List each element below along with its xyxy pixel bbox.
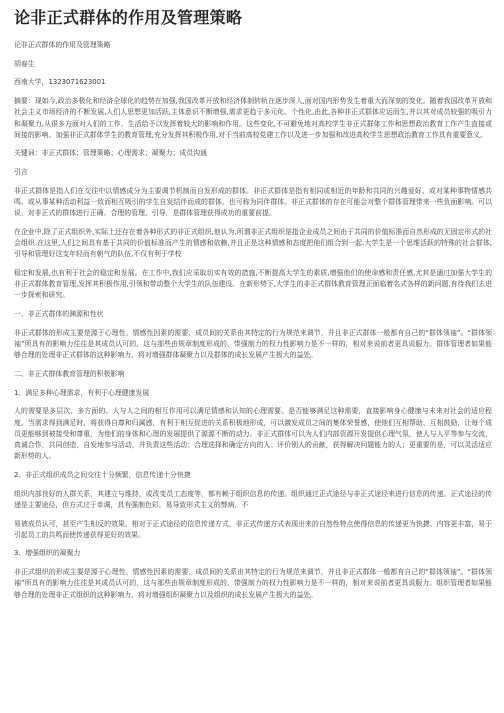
intro-paragraph-1: 非正式群体是指人们在交往中以情感成分为主要调节机制而自发形成的群体。非正式群体是指有相同或相近的年龄和共同的兴趣爱好、或对某种事物情感共鸣、或从事某种活动利益一致而相互吸引的学生自发结伴而成的群体，也可称为同伴群体。非正式群体的存在可能会对整个群体管理带来一些负面影响。可以说，对非正式的群体进行正确、合理的管理、引导，是群体管理获得成功的重要前提。	[14, 186, 492, 218]
section-1-paragraph: 非正式群体的形成主要是源于心理性、情感性因素的需要、成员间的关系由其特定的行为规范来调节，并且非正式群体一般都有自己的“群体领袖”。“群体领袖”所具有的影响力往往是其成员认可的，这与那些由规章制度形成的、带强制力的权力性影响力是不一样的，相对来说前者更具说服力。群体管理者如果能够合理的处理非正式群体的这种影响力，将对增强群体凝聚力以及群体的成长发展产生极大的益处。	[14, 328, 492, 360]
section-2-3-heading: 3、增强组织的凝聚力	[14, 549, 81, 558]
section-2-1-paragraph: 人的需要是多层次、多方面的。人与人之间的相互作用可以满足情感和认知的心理需要。是否能够满足这种需要，直接影响身心健康与未来对社会的适应程度。当需求得到满足时，将获得自尊和归属感，有利于相互促进的关系积极地形成，可以激发成员之间的集体荣誉感，使他们互相帮助、互相鼓励，让每个成员更能够到被接受和尊重，为他们的身体和心理的发展提供了源源不断的动力。非正式群体可以为人们内部资源开发提供心理气氛，使人与人平等参与交流，真诚合作，共同创造，自发地参与活动，并负责这些活动；合理选择和确定方向的人；评价别人的贡献，获得解决问题能力的人；更重要的是，可以灵活适应新形势的人。	[14, 407, 492, 461]
intro-heading: 引言	[14, 168, 28, 177]
section-2-1-heading: 1、满足多种心理需求，有利于心理健康发展	[14, 388, 150, 397]
section-2-3-paragraph: 非正式组织的形成主要是源于心理性、情感性因素的需要、成员间的关系由其特定的行为规范来调节，并且非正式群体一般都有自己的“群体领袖”。“群体领袖”所具有的影响力往往是其成员认可的，这与那些由规章制度形成的、带强制力的权力性影响力是不一样的，相对来说前者更具说服力。组织管理者如果能够合理的处理非正式组织的这种影响力，将对增强组织凝聚力以及组织的成长发展产生极大的益处。	[14, 568, 492, 599]
intro-paragraph-2: 在企业中,除了正式组织外,实际上还存在着各种形式的非正式组织,他认为,所谓非正式组织是指企业成员之间由于共同的价值标准而自然形成的无固定形式的社会组织.在这里,人们之间具有基于共同的价值标准而产生的情感和依赖,并且正是这种情感和态度把他们组合到一起.大学生是一个思维活跃的特殊的社会群体,引导和管理好这支年轻而有朝气的队伍,不仅有利于学校	[14, 227, 492, 259]
section-2-2-paragraph-1: 组织内部良好的人群关系，其建立与维持，或改变员工态度等，都有赖于组织信息的传递。组织通过正式途径与非正式途径来进行信息的传递。正式途径的传递是主要途径，但方式过于单调，具有强制色彩，易导致形式主义的弊病，不	[14, 489, 492, 509]
page-title: 论非正式群体的作用及管理策略	[14, 8, 243, 27]
intro-paragraph-3: 稳定和发展,也有利于社会的稳定和发展。在工作中,我们应采取切实有效的措施,不断提高大学生的素质,增强他们的使命感和责任感,尤其是通过加强大学生的非正式群体教育管理,发挥其积极作用,引领和带动整个大学生的队伍建设。在新形势下,大学生的非正式群体教育管理正面临着名式各样的新问题,有待我们去进一步探索和研究。	[14, 269, 492, 300]
affiliation: 西南大学，1323071623001	[14, 78, 106, 87]
keywords: 关键词：非正式群体；管理策略；心理需求；凝聚力；成员沟通	[14, 149, 207, 158]
section-2-2-heading: 2、非正式组织成员之间交往十分频繁，信息传递十分快捷	[14, 470, 191, 479]
subtitle: 论非正式群体的作用及管理策略	[14, 41, 111, 49]
abstract: 摘要：现如今,政治多极化和经济全球化的趋势在加强,我国改革开放和经济体制转轨在逐步深入,面对国内形势发生着重大而深刻的变化。随着我国改革开放和社会主义市场经济的不断发展,人们人思想更加活跃,主体意识不断增强,需求更趋于多元化、个性化,由此,各种非正式群体应运而生,并以其对成员较强的吸引力和凝聚力,从很多方面对人们的工作、生活给予以发挥着较大的影响和作用。这些变化,不可避免地对高校学生非正式群体工作和思想政治教育工作产生直接或间接的影响。加强非正式群体学生的教育管理,充分发挥其积极作用,对于当前高校党建工作以及进一步加强和改进高校学生思想政治教育工作具有重要意义。	[14, 97, 492, 139]
section-1-heading: 一、非正式群体的渊源和性状	[14, 310, 104, 319]
author: 胡春生	[14, 59, 35, 68]
section-2-2-paragraph-2: 易被成员认可，甚至产生相反的效果。相对于正式途径的信息传递方式，非正式传递方式表现出来的自然性特点使得信息的传递更为快捷、内容更丰富，易于引起员工的共鸣而使传递获得更好的效果。	[14, 519, 492, 539]
section-2-heading: 二、非正式群体教育管理的积极影响	[14, 369, 125, 378]
